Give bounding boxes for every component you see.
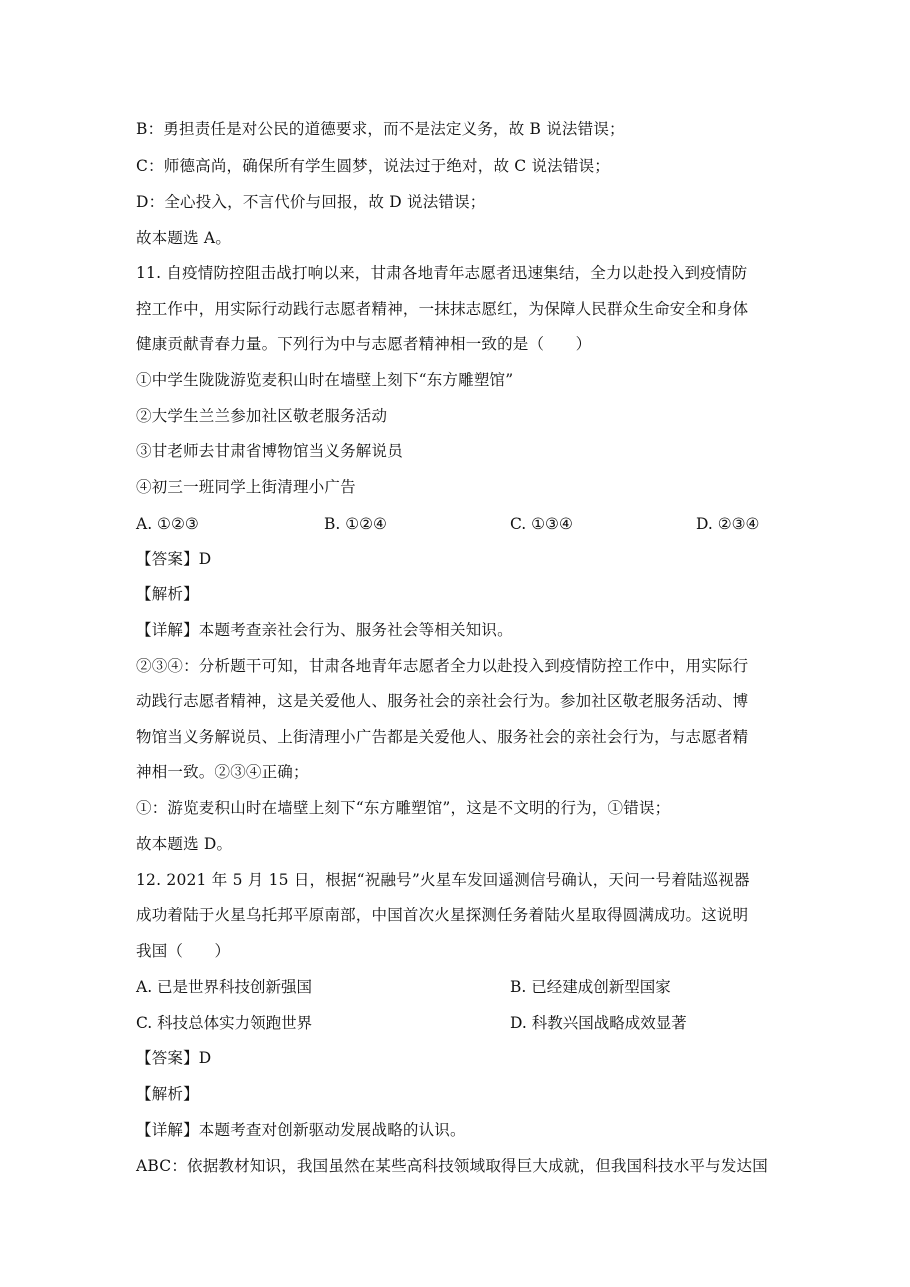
- statement-item: ①中学生陇陇游览麦积山时在墙壁上刻下“东方雕塑馆”: [136, 371, 514, 389]
- q11-detail: 故本题选 D。: [136, 835, 233, 853]
- question-12-stem: 成功着陆于火星乌托邦平原南部，中国首次火星探测任务着陆火星取得圆满成功。这说明: [136, 906, 749, 924]
- text-line: D：全心投入，不言代价与回报，故 D 说法错误；: [136, 193, 486, 211]
- q12-detail: ABC：依据教材知识，我国虽然在某些高科技领域取得巨大成就，但我国科技水平与发达国: [136, 1157, 768, 1175]
- q12-option-d: D. 科教兴国战略成效显著: [510, 1014, 687, 1032]
- q11-detail: 【详解】本题考查亲社会行为、服务社会等相关知识。: [136, 621, 513, 639]
- statement-item: ②大学生兰兰参加社区敬老服务活动: [136, 407, 388, 425]
- q11-answer: 【答案】D: [136, 550, 212, 568]
- question-12-stem: 我国（ ）: [136, 942, 231, 960]
- q11-detail: 神相一致。②③④正确；: [136, 763, 309, 781]
- text-line: B：勇担责任是对公民的道德要求，而不是法定义务，故 B 说法错误；: [136, 120, 625, 138]
- question-12-stem: 12. 2021 年 5 月 15 日，根据“祝融号”火星车发回遥测信号确认，天问一号着陆巡视器: [136, 871, 750, 889]
- q11-option-b: B. ①②④: [324, 515, 387, 533]
- q11-option-c: C. ①③④: [510, 515, 573, 533]
- question-11-stem: 11. 自疫情防控阻击战打响以来，甘肃各地青年志愿者迅速集结，全力以赴投入到疫情防: [136, 264, 748, 282]
- q11-option-d: D. ②③④: [696, 515, 760, 533]
- q12-option-b: B. 已经建成创新型国家: [510, 978, 671, 996]
- q11-detail: ②③④：分析题干可知，甘肃各地青年志愿者全力以赴投入到疫情防控工作中，用实际行: [136, 657, 749, 675]
- text-line: 故本题选 A。: [136, 229, 232, 247]
- q11-detail: 动践行志愿者精神，这是关爱他人、服务社会的亲社会行为。参加社区敬老服务活动、博: [136, 692, 749, 710]
- q11-detail: 物馆当义务解说员、上街清理小广告都是关爱他人、服务社会的亲社会行为，与志愿者精: [136, 728, 749, 746]
- question-11-stem: 健康贡献青春力量。下列行为中与志愿者精神相一致的是（ ）: [136, 335, 592, 353]
- question-11-stem: 控工作中，用实际行动践行志愿者精神，一抹抹志愿红，为保障人民群众生命安全和身体: [136, 300, 749, 318]
- text-line: C：师德高尚，确保所有学生圆梦，说法过于绝对，故 C 说法错误；: [136, 157, 610, 175]
- q12-detail: 【详解】本题考查对创新驱动发展战略的认识。: [136, 1121, 466, 1139]
- q12-option-a: A. 已是世界科技创新强国: [136, 978, 313, 996]
- statement-item: ④初三一班同学上街清理小广告: [136, 478, 356, 496]
- q11-option-a: A. ①②③: [136, 515, 199, 533]
- q12-answer: 【答案】D: [136, 1049, 212, 1067]
- q12-option-c: C. 科技总体实力领跑世界: [136, 1014, 313, 1032]
- q11-detail: ①：游览麦积山时在墙壁上刻下“东方雕塑馆”，这是不文明的行为，①错误；: [136, 799, 671, 817]
- q11-analysis-heading: 【解析】: [136, 585, 199, 603]
- q12-analysis-heading: 【解析】: [136, 1085, 199, 1103]
- statement-item: ③甘老师去甘肃省博物馆当义务解说员: [136, 442, 403, 460]
